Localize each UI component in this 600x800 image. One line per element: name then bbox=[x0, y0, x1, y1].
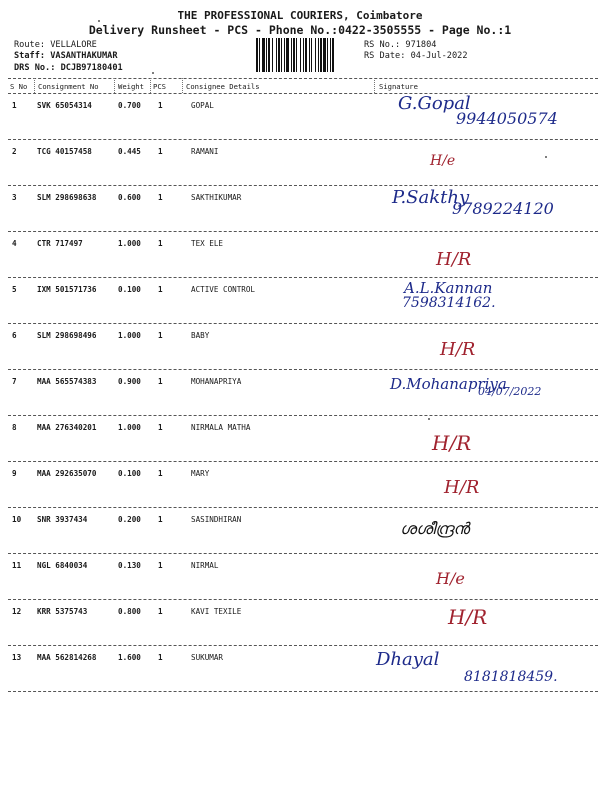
route-value: VELLALORE bbox=[50, 40, 97, 50]
consignee-name: RAMANI bbox=[191, 147, 219, 156]
consignee-name: TEX ELE bbox=[191, 239, 224, 248]
col-divider bbox=[34, 78, 35, 93]
pcs-value: 1 bbox=[158, 193, 163, 202]
staff-value: VASANTHAKUMAR bbox=[50, 51, 118, 61]
rs-no-label: RS No.: bbox=[364, 40, 401, 50]
serial-number: 1 bbox=[12, 101, 17, 110]
handwritten-signature: D.Mohanapriya bbox=[390, 375, 507, 393]
consignment-number: SLM 298698496 bbox=[37, 331, 97, 340]
rs-date-line bbox=[364, 51, 468, 61]
header-bottom-rule bbox=[8, 93, 598, 94]
pcs-value: 1 bbox=[158, 377, 163, 386]
weight-value: 1.600 bbox=[118, 653, 141, 662]
weight-value: 0.600 bbox=[118, 193, 141, 202]
barcode-gap bbox=[334, 38, 335, 72]
consignee-name: GOPAL bbox=[191, 101, 214, 110]
consignment-number: SLM 298698638 bbox=[37, 193, 97, 202]
weight-value: 0.800 bbox=[118, 607, 141, 616]
rs-no-value: 971804 bbox=[405, 40, 437, 50]
pcs-value: 1 bbox=[158, 653, 163, 662]
handwritten-signature: H/R bbox=[432, 431, 472, 455]
consignment-number: MAA 562814268 bbox=[37, 653, 97, 662]
row-separator bbox=[8, 415, 598, 416]
col-header-sno: S No bbox=[10, 82, 28, 91]
pcs-value: 1 bbox=[158, 423, 163, 432]
consignee-name: SAKTHIKUMAR bbox=[191, 193, 242, 202]
pcs-value: 1 bbox=[158, 101, 163, 110]
weight-value: 1.000 bbox=[118, 239, 141, 248]
handwritten-phone: 9944050574 bbox=[456, 109, 558, 128]
consignee-name: BABY bbox=[191, 331, 210, 340]
handwritten-phone: 04/07/2022 bbox=[478, 385, 542, 398]
consignee-name: KAVI TEXILE bbox=[191, 607, 242, 616]
serial-number: 4 bbox=[12, 239, 17, 248]
handwritten-signature: G.Gopal bbox=[398, 93, 471, 114]
row-separator bbox=[8, 323, 598, 324]
handwritten-signature: H/R bbox=[444, 477, 480, 498]
consignment-number: MAA 292635070 bbox=[37, 469, 97, 478]
handwritten-signature: H/R bbox=[436, 249, 472, 270]
handwritten-phone: 9789224120 bbox=[452, 199, 554, 218]
consignment-number: CTR 717497 bbox=[37, 239, 83, 248]
consignment-number: KRR 5375743 bbox=[37, 607, 88, 616]
handwritten-signature: H/e bbox=[436, 569, 465, 588]
weight-value: 0.200 bbox=[118, 515, 141, 524]
consignee-name: SUKUMAR bbox=[191, 653, 224, 662]
col-divider bbox=[114, 78, 115, 93]
drs-line bbox=[14, 63, 123, 73]
staff-line bbox=[14, 51, 118, 61]
consignee-name: NIRMALA MATHA bbox=[191, 423, 251, 432]
serial-number: 11 bbox=[12, 561, 22, 570]
consignee-name: ACTIVE CONTROL bbox=[191, 285, 256, 294]
row-separator bbox=[8, 231, 598, 232]
weight-value: 1.000 bbox=[118, 423, 141, 432]
weight-value: 0.130 bbox=[118, 561, 141, 570]
company-title: THE PROFESSIONAL COURIERS, Coimbatore bbox=[177, 9, 423, 22]
row-separator bbox=[8, 691, 598, 692]
serial-number: 13 bbox=[12, 653, 22, 662]
serial-number: 12 bbox=[12, 607, 22, 616]
pcs-value: 1 bbox=[158, 285, 163, 294]
consignment-number: SVK 65054314 bbox=[37, 101, 92, 110]
rs-date-value: 04-Jul-2022 bbox=[410, 51, 468, 61]
weight-value: 0.700 bbox=[118, 101, 141, 110]
weight-value: 1.000 bbox=[118, 331, 141, 340]
handwritten-signature: P.Sakthy bbox=[392, 187, 470, 208]
pcs-value: 1 bbox=[158, 331, 163, 340]
drs-label: DRS No.: bbox=[14, 63, 56, 73]
pcs-value: 1 bbox=[158, 239, 163, 248]
row-separator bbox=[8, 461, 598, 462]
consignee-name: NIRMAL bbox=[191, 561, 219, 570]
pcs-value: 1 bbox=[158, 561, 163, 570]
col-header-consignment: Consignment No bbox=[38, 82, 99, 91]
row-separator bbox=[8, 599, 598, 600]
row-separator bbox=[8, 185, 598, 186]
consignment-number: TCG 40157458 bbox=[37, 147, 92, 156]
weight-value: 0.100 bbox=[118, 469, 141, 478]
scan-speck bbox=[98, 20, 100, 22]
scan-speck bbox=[428, 418, 430, 420]
row-separator bbox=[8, 369, 598, 370]
col-header-signature: Signature bbox=[379, 82, 418, 91]
serial-number: 10 bbox=[12, 515, 22, 524]
rs-date-label: RS Date: bbox=[364, 51, 406, 61]
row-separator bbox=[8, 139, 598, 140]
consignment-number: IXM 501571736 bbox=[37, 285, 97, 294]
handwritten-signature: H/R bbox=[440, 339, 476, 360]
weight-value: 0.100 bbox=[118, 285, 141, 294]
row-separator bbox=[8, 553, 598, 554]
weight-value: 0.900 bbox=[118, 377, 141, 386]
route-line bbox=[14, 40, 97, 50]
handwritten-signature: H/R bbox=[448, 605, 488, 629]
handwritten-signature: ശശീന്ദ്രൻ bbox=[400, 519, 470, 538]
serial-number: 7 bbox=[12, 377, 17, 386]
table-top-rule bbox=[8, 78, 598, 79]
route-label: Route: bbox=[14, 40, 46, 50]
pcs-value: 1 bbox=[158, 607, 163, 616]
serial-number: 9 bbox=[12, 469, 17, 478]
pcs-value: 1 bbox=[158, 515, 163, 524]
serial-number: 8 bbox=[12, 423, 17, 432]
handwritten-signature: A.L.Kannan bbox=[404, 279, 493, 297]
consignee-name: MARY bbox=[191, 469, 210, 478]
consignee-name: SASINDHIRAN bbox=[191, 515, 242, 524]
consignment-number: NGL 6840034 bbox=[37, 561, 88, 570]
barcode bbox=[256, 38, 356, 72]
consignment-number: SNR 3937434 bbox=[37, 515, 88, 524]
rs-no-line bbox=[364, 40, 436, 50]
pcs-value: 1 bbox=[158, 469, 163, 478]
staff-label: Staff: bbox=[14, 51, 46, 61]
pcs-value: 1 bbox=[158, 147, 163, 156]
serial-number: 2 bbox=[12, 147, 17, 156]
row-separator bbox=[8, 277, 598, 278]
scan-speck bbox=[545, 156, 547, 158]
consignee-name: MOHANAPRIYA bbox=[191, 377, 242, 386]
handwritten-phone: 7598314162. bbox=[402, 295, 496, 311]
serial-number: 5 bbox=[12, 285, 17, 294]
col-header-weight: Weight bbox=[118, 82, 144, 91]
consignment-number: MAA 276340201 bbox=[37, 423, 97, 432]
runsheet-subtitle: Delivery Runsheet - PCS - Phone No.:0422-3505555 - Page No.:1 bbox=[88, 23, 512, 37]
scan-speck bbox=[152, 72, 154, 74]
col-divider bbox=[374, 78, 375, 93]
consignment-number: MAA 565574383 bbox=[37, 377, 97, 386]
row-separator bbox=[8, 645, 598, 646]
drs-value: DCJB97180401 bbox=[60, 63, 123, 73]
col-divider bbox=[150, 78, 151, 93]
weight-value: 0.445 bbox=[118, 147, 141, 156]
handwritten-signature: H/e bbox=[430, 153, 456, 169]
handwritten-signature: Dhayal bbox=[376, 649, 440, 670]
row-separator bbox=[8, 507, 598, 508]
serial-number: 6 bbox=[12, 331, 17, 340]
handwritten-phone: 8181818459. bbox=[464, 669, 558, 685]
col-header-pcs: PCS bbox=[153, 82, 166, 91]
serial-number: 3 bbox=[12, 193, 17, 202]
col-header-consignee: Consignee Details bbox=[186, 82, 260, 91]
col-divider bbox=[182, 78, 183, 93]
